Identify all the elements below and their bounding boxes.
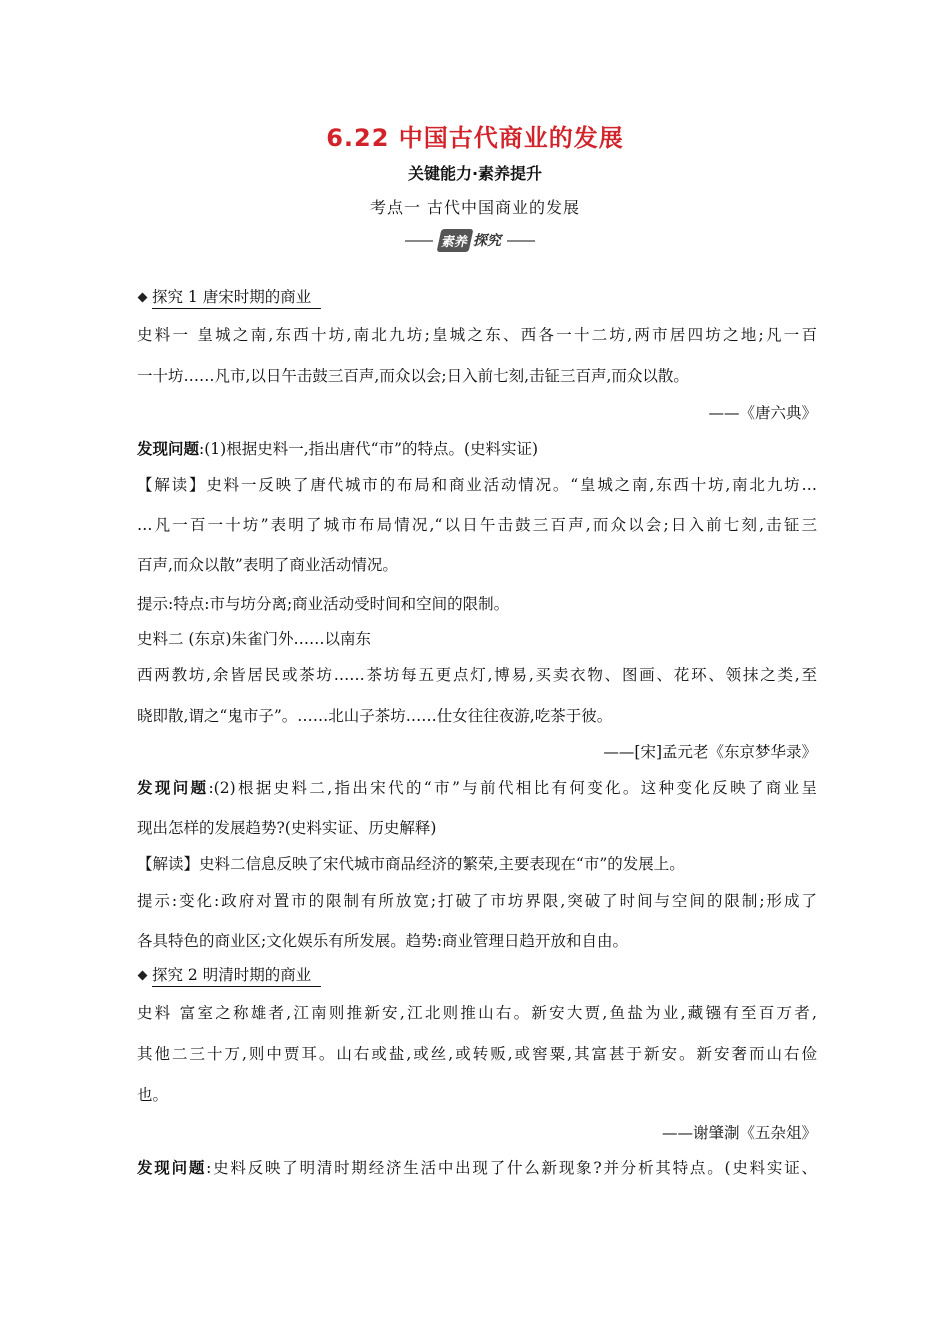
source-3-line-1: 史料 富室之称雄者,江南则推新安,江北则推山右。新安大贾,鱼盐为业,藏镪有至百万者, [137,1004,817,1022]
inquiry-1-heading [137,285,817,309]
question-3 [137,1156,817,1178]
page-subtitle: 关键能力·素养提升 [407,164,543,183]
badge-body [435,228,505,252]
source-2-line-3: 晓即散,谓之“鬼市子”。……北山子茶坊……仕女往往夜游,吃茶于彼。 [137,707,613,725]
question-2-text: :(2)根据史料二,指出宋代的“市”与前代相比有何变化。这种变化反映了商业呈 [208,779,817,797]
source-1-line-2: 一十坊……凡市,以日午击鼓三百声,而众以会;日入前七刻,击钲三百声,而众以散。 [137,367,689,385]
question-1-label: 发现问题 [137,439,200,458]
hint-1: 提示:特点:市与坊分离;商业活动受时间和空间的限制。 [137,595,510,613]
source-2-line-2: 西两教坊,余皆居民或茶坊……茶坊每五更点灯,博易,买卖衣物、图画、花环、领抹之类,至 [137,666,817,684]
diamond-bullet-icon [138,970,148,980]
source-2-line-1: 史料二 (东京)朱雀门外……以南东 [137,630,372,648]
section-heading: 考点一 古代中国商业的发展 [369,198,581,217]
source-1-line-1: 史料一 皇城之南,东西十坊,南北九坊;皇城之东、西各一十二坊,两市居四坊之地;凡一百 [137,326,817,344]
badge-right-rule [507,240,535,242]
question-3-text: :史料反映了明清时期经济生活中出现了什么新现象?并分析其特点。(史料实证、 [206,1159,817,1177]
inquiry-1-label: 探究 1 唐宋时期的商业 [152,285,321,309]
inquiry-2-heading [137,963,817,987]
source-2-citation: ——[宋]孟元老《东京梦华录》 [603,743,817,761]
source-3-citation: ——谢肇淛《五杂俎》 [661,1124,817,1142]
question-2-line-2: 现出怎样的发展趋势?(史料实证、历史解释) [137,819,437,837]
question-1 [137,437,817,459]
badge-left-rule [405,240,433,242]
reading-2: 【解读】史料二信息反映了宋代城市商品经济的繁荣,主要表现在“市”的发展上。 [137,855,685,873]
source-1-citation: ——《唐六典》 [708,404,817,422]
reading-1-line-1: 【解读】史料一反映了唐代城市的布局和商业活动情况。“皇城之南,东西十坊,南北九坊… [137,476,817,494]
page-title: 6.22 中国古代商业的发展 [326,124,624,152]
literacy-inquiry-badge [405,228,535,254]
badge-dark-text: 素养 [437,229,474,252]
reading-1-line-3: 百声,而众以散”表明了商业活动情况。 [137,556,398,574]
source-3-line-2: 其他二三十万,则中贾耳。山右或盐,或丝,或转贩,或窖粟,其富甚于新安。新安奢而山右俭 [137,1045,817,1063]
inquiry-2-label: 探究 2 明清时期的商业 [152,963,321,987]
question-2-line-1 [137,776,817,798]
diamond-bullet-icon [138,292,148,302]
question-1-text: :(1)根据史料一,指出唐代“市”的特点。(史料实证) [199,440,539,458]
hint-2-line-1: 提示:变化:政府对置市的限制有所放宽;打破了市坊界限,突破了时间与空间的限制;形成了 [137,892,817,910]
badge-light-text: 探究 [473,233,501,249]
source-3-line-3: 也。 [137,1086,169,1104]
question-3-label: 发现问题 [137,1158,207,1177]
reading-1-line-2: …凡一百一十坊”表明了城市布局情况,“以日午击鼓三百声,而众以会;日入前七刻,击钲三 [137,516,817,534]
hint-2-line-2: 各具特色的商业区;文化娱乐有所发展。趋势:商业管理日趋开放和自由。 [137,932,628,950]
question-2-label: 发现问题 [137,778,209,797]
